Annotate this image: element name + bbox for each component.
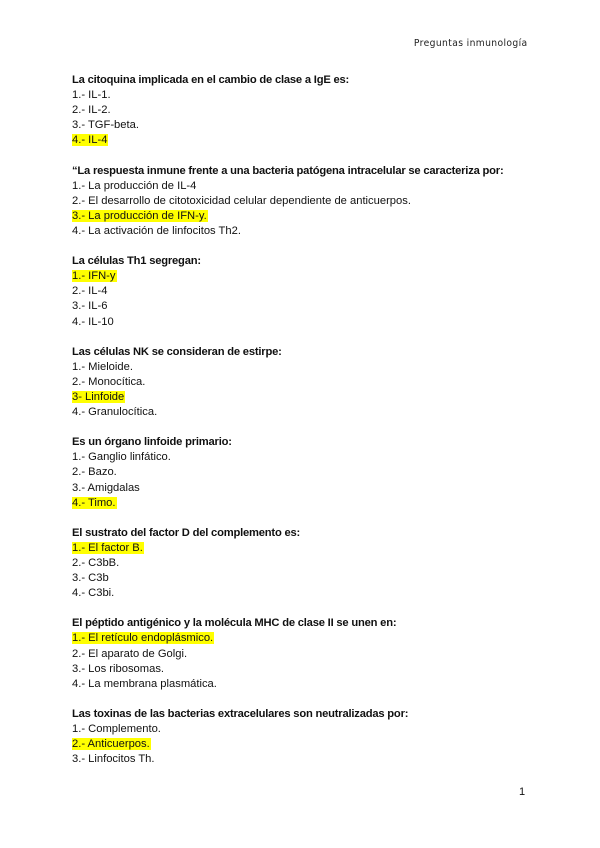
answer-option	[72, 450, 532, 465]
answer-option	[72, 103, 532, 118]
question-text: La células Th1 segregan:	[72, 255, 201, 268]
answer-option	[72, 179, 532, 194]
answer-option-text: 4.- IL-4	[72, 134, 108, 147]
answer-option	[72, 88, 532, 103]
answer-option-text: 3.- Los ribosomas.	[72, 662, 165, 675]
answer-option-text: 4.- C3bi.	[72, 587, 115, 600]
answer-option-text: 2.- El aparato de Golgi.	[72, 647, 188, 660]
answer-option-text: 1.- La producción de IL-4	[72, 179, 197, 192]
answer-option-text: 4.- La activación de linfocitos Th2.	[72, 224, 241, 237]
answer-option	[72, 722, 532, 737]
answer-option-text: 2.- C3bB.	[72, 557, 120, 569]
page-header-title: Preguntas inmunología	[414, 38, 528, 49]
answer-option-text: 1.- Mieloide.	[72, 360, 133, 373]
answer-option	[72, 315, 532, 330]
answer-option-highlighted	[72, 496, 532, 511]
question-text: Es un órgano linfoide primario:	[72, 436, 232, 449]
answer-option-highlighted	[72, 269, 532, 284]
answer-option-text: 2.- IL-2.	[72, 104, 111, 117]
answer-option	[72, 647, 532, 662]
answer-option	[72, 375, 532, 390]
answer-option-highlighted	[72, 390, 532, 405]
question-text: Las toxinas de las bacterias extracelulares son neutralizadas por:	[72, 707, 409, 720]
answer-option-highlighted	[72, 737, 532, 752]
answer-option-text: 2.- IL-4	[72, 285, 108, 298]
answer-option-text: 4.- La membrana plasmática.	[72, 677, 217, 690]
answer-option-text: 3- Linfoide	[72, 390, 125, 403]
answer-option-text: 3.- Amigdalas	[72, 481, 140, 494]
answer-option-highlighted	[72, 209, 532, 224]
question-block	[72, 254, 532, 329]
question-list	[72, 73, 532, 782]
answer-option-text: 4.- IL-10	[72, 315, 114, 328]
answer-option-highlighted	[72, 631, 532, 646]
answer-option-text: 3.- IL-6	[72, 300, 108, 313]
answer-option-text: 3.- La producción de IFN-y.	[72, 209, 207, 222]
answer-option	[72, 360, 532, 375]
question-block	[72, 707, 532, 767]
question-text: El péptido antigénico y la molécula MHC de clase II se unen en:	[72, 617, 397, 630]
answer-option-text: 1.- IFN-y	[72, 270, 116, 283]
answer-option-text: 1.- IL-1.	[72, 89, 111, 102]
answer-option-highlighted	[72, 133, 532, 148]
answer-option-text: 4.- Timo.	[72, 496, 116, 509]
answer-option	[72, 571, 532, 586]
answer-option-text: 4.- Granulocítica.	[72, 406, 158, 419]
answer-option	[72, 481, 532, 496]
answer-option-text: 1.- Ganglio linfático.	[72, 451, 171, 464]
answer-option	[72, 284, 532, 299]
answer-option	[72, 224, 532, 239]
answer-option	[72, 677, 532, 692]
answer-option-text: 1.- El factor B.	[72, 541, 143, 554]
answer-option	[72, 752, 532, 767]
question-block	[72, 616, 532, 691]
answer-option-text: 3.- TGF-beta.	[72, 119, 139, 132]
answer-option-text: 1.- El retículo endoplásmico.	[72, 632, 214, 645]
answer-option	[72, 299, 532, 314]
question-block	[72, 345, 532, 420]
answer-option-text: 2.- El desarrollo de citotoxicidad celular dependiente de anticuerpos.	[72, 194, 411, 207]
answer-option-text: 2.- Bazo.	[72, 466, 117, 479]
question-text: El sustrato del factor D del complemento es:	[72, 526, 301, 539]
question-text: Las células NK se consideran de estirpe:	[72, 345, 282, 358]
question-block	[72, 435, 532, 510]
answer-option	[72, 194, 532, 209]
answer-option	[72, 556, 532, 571]
answer-option-text: 3.- C3b	[72, 572, 109, 585]
answer-option-text: 1.- Complemento.	[72, 723, 161, 736]
question-block	[72, 526, 532, 601]
page-number: 1	[519, 786, 526, 798]
answer-option-highlighted	[72, 541, 532, 556]
answer-option	[72, 586, 532, 601]
question-block	[72, 73, 532, 148]
question-text: “La respuesta inmune frente a una bacteria patógena intracelular se caracteriza por:	[72, 164, 504, 177]
answer-option-text: 2.- Monocítica.	[72, 375, 146, 388]
answer-option-text: 3.- Linfocitos Th.	[72, 753, 155, 766]
answer-option-text: 2.- Anticuerpos.	[72, 738, 150, 751]
answer-option	[72, 405, 532, 420]
answer-option	[72, 465, 532, 480]
question-text: La citoquina implicada en el cambio de clase a IgE es:	[72, 74, 350, 86]
question-block	[72, 164, 532, 239]
answer-option	[72, 662, 532, 677]
answer-option	[72, 118, 532, 133]
